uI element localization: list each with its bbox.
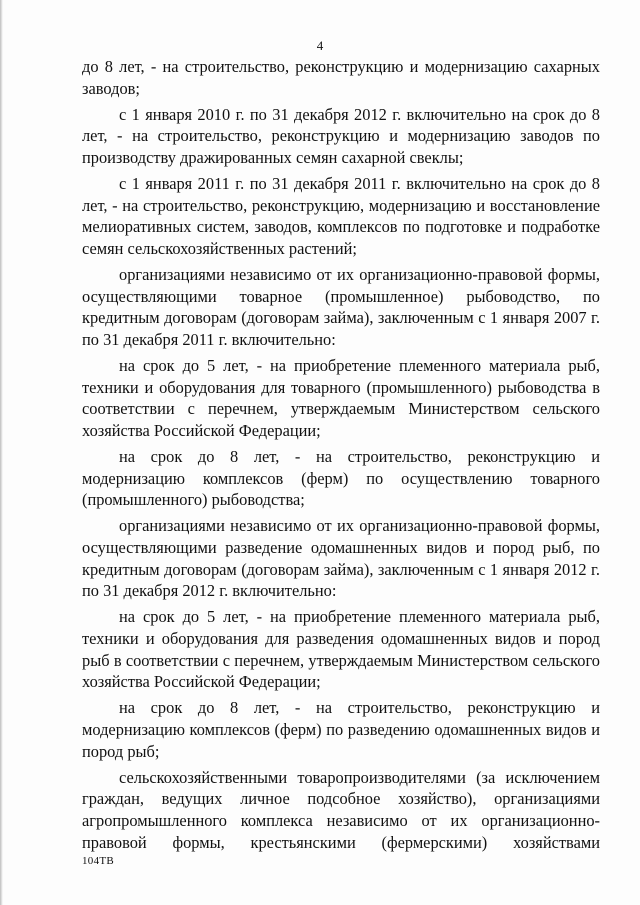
paragraph-6: на срок до 8 лет, - на строительство, реконструкцию и модернизацию комплексов (ферм) по осуществлению товарного (промышленного) рыбоводства;: [82, 447, 600, 510]
paragraph-10: сельскохозяйственными товаропроизводителями (за исключением граждан, ведущих личное подсобное хозяйство), организациями агропромышленного комплекса независимо от их организационно-правовой формы, крестьянскими (фермерскими) хозяйствами: [82, 767, 600, 852]
paragraph-7: организациями независимо от их организационно-правовой формы, осуществляющими разведение одомашненных видов и пород рыб, по кредитным договорам (договорам займа), заключенным с 1 января 2012 г. по 31 декабря 2012 г. включительно:: [82, 516, 600, 601]
paragraph-9: на срок до 8 лет, - на строительство, реконструкцию и модернизацию комплексов (ферм) по разведению одомашненных видов и пород рыб;: [82, 698, 600, 761]
paragraph-3: с 1 января 2011 г. по 31 декабря 2011 г. включительно на срок до 8 лет, - на строительство, реконструкцию, модернизацию и восстановление мелиоративных систем, заводов, комплексов по подготовке и подработке семян сельскохозяйственных растений;: [82, 174, 600, 258]
paragraph-8: на срок до 5 лет, - на приобретение племенного материала рыб, техники и оборудования для разведения одомашненных видов и пород рыб в соответствии с перечнем, утверждаемым Министерством сельского хозяйства Российской Федерации;: [82, 607, 600, 692]
document-body: [82, 56, 600, 858]
document-code: 104ТВ: [82, 855, 115, 867]
paragraph-1: до 8 лет, - на строительство, реконструкцию и модернизацию сахарных заводов;: [82, 57, 600, 98]
paragraph-5: на срок до 5 лет, - на приобретение племенного материала рыб, техники и оборудования для товарного (промышленного) рыбоводства в соответствии с перечнем, утверждаемым Министерством сельского хозяйства Российской Федерации;: [82, 356, 600, 440]
scan-edge: [0, 0, 3, 905]
paragraph-4: организациями независимо от их организационно-правовой формы, осуществляющими товарное (промышленное) рыбоводство, по кредитным договорам (договорам займа), заключенным с 1 января 2007 г. по 31 декабря 2011 г. включительно:: [82, 265, 600, 349]
page-number: 4: [316, 38, 324, 53]
paragraph-2: с 1 января 2010 г. по 31 декабря 2012 г. включительно на срок до 8 лет, - на строительство, реконструкцию и модернизацию заводов по производству дражированных семян сахарной свеклы;: [82, 104, 600, 167]
